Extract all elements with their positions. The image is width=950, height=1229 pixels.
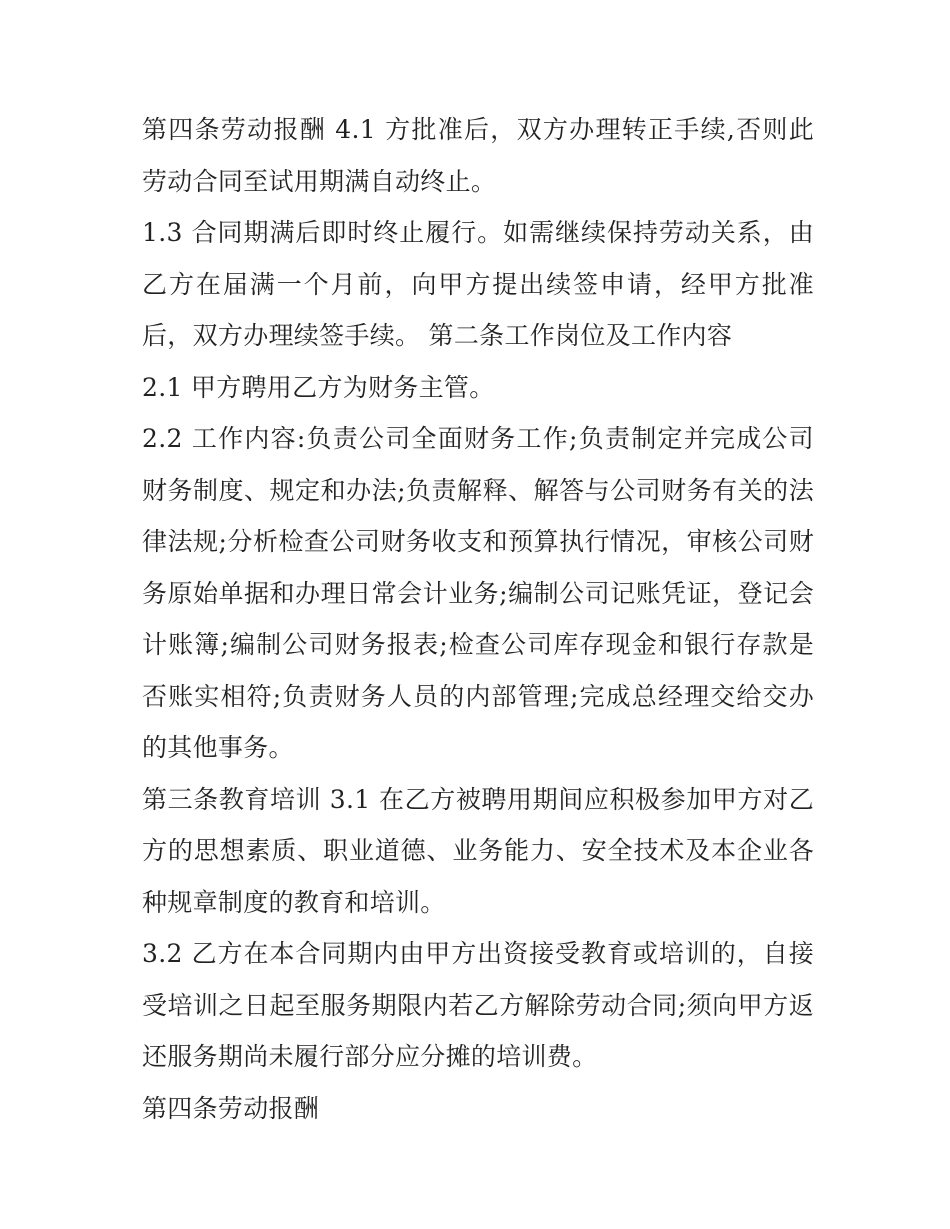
paragraph-training-fee: 3.2 乙方在本合同期内由甲方出资接受教育或培训的，自接受培训之日起至服务期限内若乙方解除劳动合同;须向甲方返还服务期尚未履行部分应分摊的培训费。 <box>142 939 814 1071</box>
paragraph-training: 第三条教育培训 3.1 在乙方被聘用期间应积极参加甲方对乙方的思想素质、职业道德、业务能力、安全技术及本企业各种规章制度的教育和培训。 <box>142 784 814 917</box>
paragraph-contract-renewal: 1.3 合同期满后即时终止履行。如需继续保持劳动关系，由乙方在届满一个月前，向甲方提出续签申请，经甲方批准后，双方办理续签手续。 第二条工作岗位及工作内容 <box>142 218 814 350</box>
document-body <box>142 104 814 1134</box>
paragraph-salary-approval: 第四条劳动报酬 4.1 方批准后，双方办理转正手续,否则此劳动合同至试用期满自动终止。 <box>142 115 814 196</box>
paragraph-job-content: 2.2 工作内容:负责公司全面财务工作;负责制定并完成公司财务制度、规定和办法;负责解释、解答与公司财务有关的法律法规;分析检查公司财务收支和预算执行情况，审核公司财务原始单据和办理日常会计业务;编制公司记账凭证，登记会计账簿;编制公司财务报表;检查公司库存现金和银行存款是否账实相符;负责财务人员的内部管理;完成总经理交给交办的其他事务。 <box>142 424 814 762</box>
section-heading-salary: 第四条劳动报酬 <box>142 1093 320 1123</box>
paragraph-position: 2.1 甲方聘用乙方为财务主管。 <box>142 372 495 402</box>
